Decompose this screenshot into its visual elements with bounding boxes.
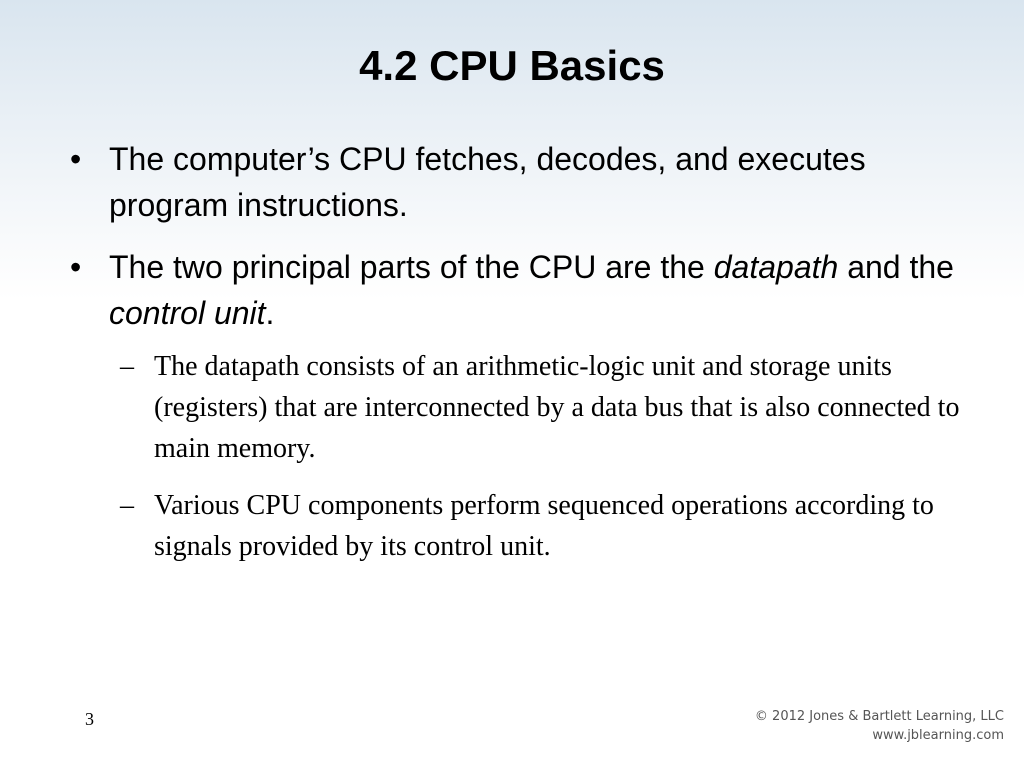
bullet-text-segment: . — [265, 295, 275, 331]
slide-title: 4.2 CPU Basics — [359, 42, 665, 89]
copyright-line: © 2012 Jones & Bartlett Learning, LLC — [754, 709, 1004, 724]
bullet-text-segment: and the — [838, 249, 954, 285]
bullet-marker: • — [70, 141, 82, 177]
sub-bullet-marker: – — [120, 490, 134, 521]
sub-bullet-list — [70, 346, 970, 567]
sub-bullet-group — [70, 346, 970, 567]
bullet-marker: • — [70, 249, 82, 285]
control-unit-term: control unit — [109, 295, 266, 331]
sub-bullet-item-2 — [70, 485, 970, 567]
copyright-notice — [755, 707, 1004, 745]
bullet-list — [70, 136, 970, 583]
bullet-item-1 — [70, 136, 970, 228]
sub-bullet-marker: – — [120, 351, 134, 382]
sub-bullet-text: Various CPU components perform sequenced operations according to signals provided by its control unit. — [154, 490, 934, 562]
bullet-text: The computer’s CPU fetches, decodes, and executes program instructions. — [109, 141, 866, 223]
datapath-term: datapath — [713, 249, 839, 285]
bullet-text-segment: The two principal parts of the CPU are the — [109, 249, 714, 285]
bullet-item-2 — [70, 244, 970, 336]
slide-number: 3 — [85, 709, 94, 729]
sub-bullet-text: The datapath consists of an arithmetic-logic unit and storage units (registers) that are interconnected by a data bus that is also connected to main memory. — [154, 351, 960, 464]
website-link[interactable]: www.jblearning.com — [872, 728, 1004, 743]
sub-bullet-item-1 — [70, 346, 970, 469]
